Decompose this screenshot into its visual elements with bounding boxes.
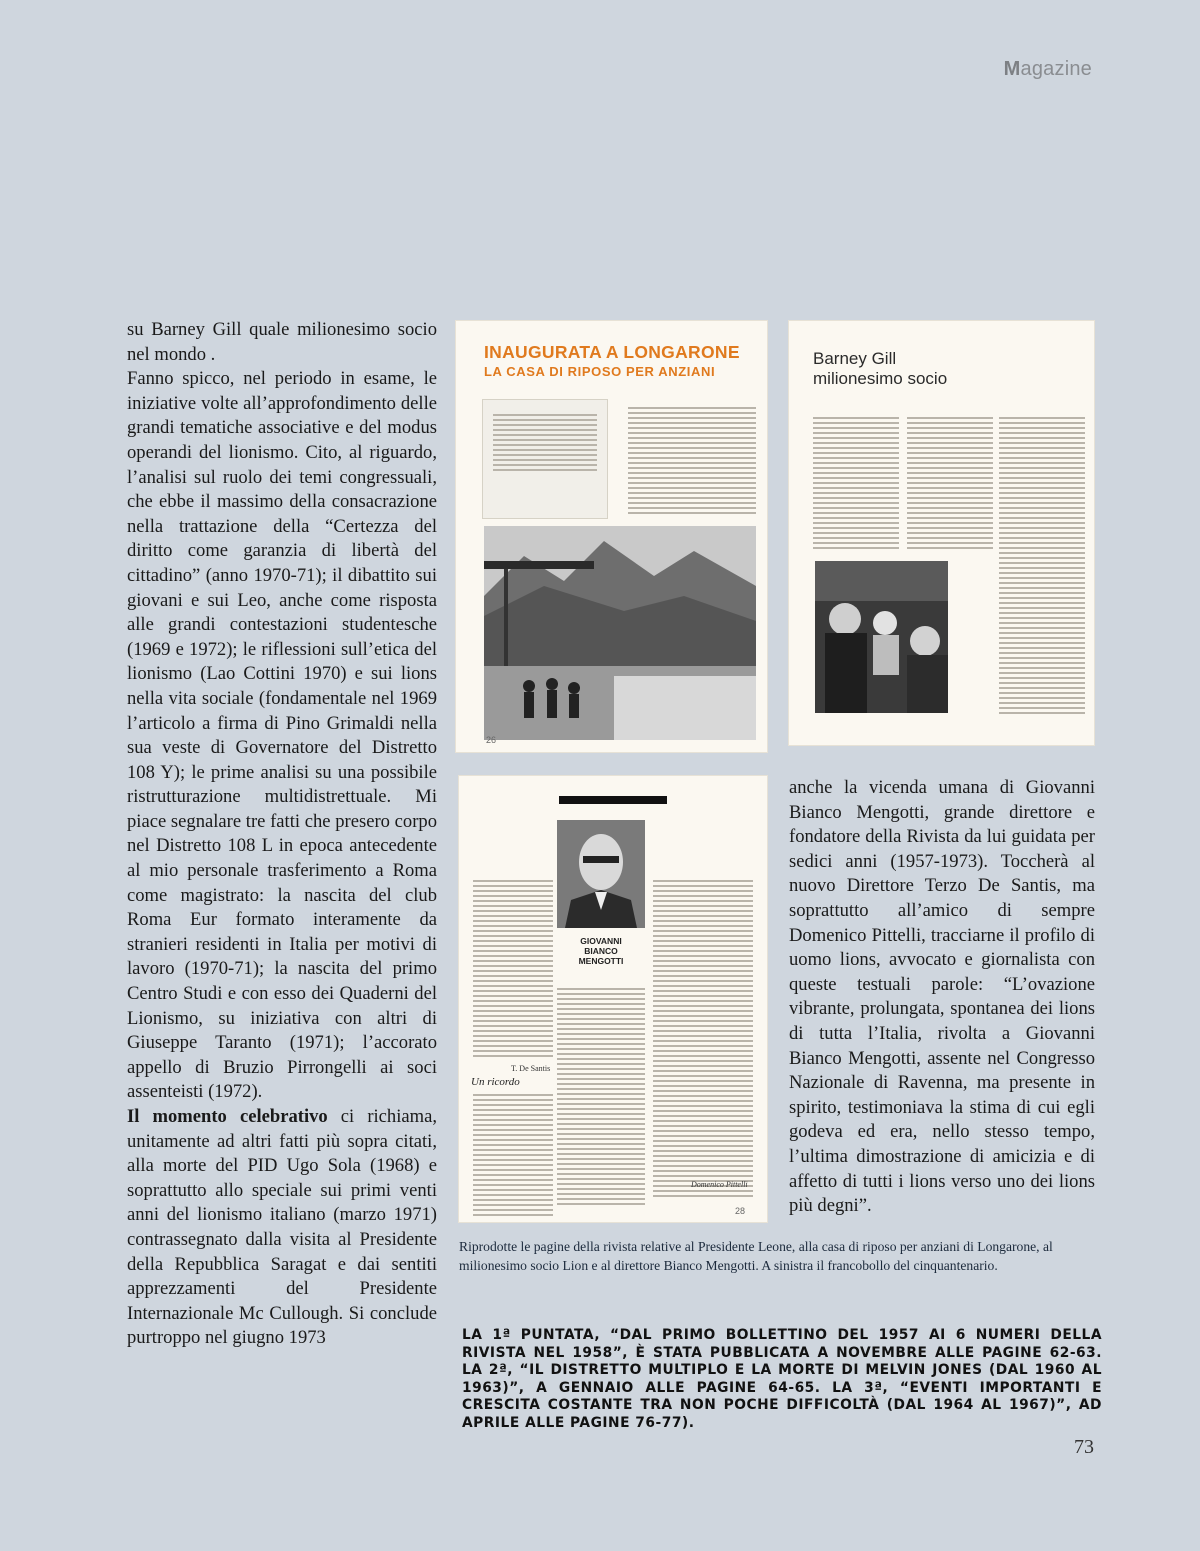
paragraph-intro: su Barney Gill quale milionesimo socio nel mondo . <box>127 319 437 365</box>
right-text-column <box>789 776 1095 1219</box>
paragraph-mengotti: anche la vicenda umana di Giovanni Bianco Mengotti, grande direttore e fondatore della Rivista da lui guidata per sedici anni (1957-1973). Toccherà al nuovo Direttore Terzo De Santis, ma soprattutto all’amico di sempre Domenico Pittelli, tracciarne il profilo di uomo lions, avvocato e giornalista con queste testuali parole: “L’ovazione vibrante, prolungata, spontanea dei lions di tutta l’Italia, rivolta a Giovanni Bianco Mengotti, assente nel Congresso Nazionale di Ravenna, ma presente in spirito, testimoniava la stima di cui egli godeva ed era, nello stesso tempo, l’ultima dimostrazione di amicizia e di affetto di tutti i lions verso uno dei lions più degni”. <box>789 777 1095 1217</box>
mengotti-name <box>557 936 645 966</box>
mengotti-text-left-bottom <box>473 1094 553 1219</box>
barney-family-photo <box>815 561 948 713</box>
mengotti-portrait-photo <box>557 820 645 928</box>
section-label <box>1004 58 1092 81</box>
mengotti-name-line3: MENGOTTI <box>578 956 624 966</box>
scan-mengotti-page <box>459 776 767 1222</box>
longarone-article-text <box>628 407 756 517</box>
mengotti-page-number: 28 <box>735 1206 746 1216</box>
left-text-column <box>127 318 437 1351</box>
celebration-lead: Il momento celebrativo <box>127 1106 328 1127</box>
series-notice: LA 1ª PUNTATA, “DAL PRIMO BOLLETTINO DEL 1957 AI 6 NUMERI DELLA RIVISTA NEL 1958”, È STATA PUBBLICATA A NOVEMBRE ALLE PAGINE 62-63. LA 2ª, “IL DISTRETTO MULTIPLO E LA MORTE DI MELVIN JONES (DAL 1960 AL 1963)”, A GENNAIO ALLE PAGINE 64-65. LA 3ª, “EVENTI IMPORTANTI E CRESCITA COSTANTE TRA NON POCHE DIFFICOLTÀ (DAL 1964 AL 1967)”, AD APRILE ALLE PAGINE 76-77). <box>462 1327 1102 1431</box>
barney-title: Barney Gill <box>813 349 897 368</box>
page-number: 73 <box>1074 1436 1094 1458</box>
mengotti-text-right <box>653 880 753 1200</box>
mengotti-signature-desantis: T. De Santis <box>511 1064 551 1073</box>
section-label-initial: M <box>1003 58 1021 80</box>
paragraph-themes: Fanno spicco, nel periodo in esame, le iniziative volte all’approfondimento delle grandi tematiche associative e del modus operandi del lionismo. Cito, al riguardo, l’analisi sul ruolo dei temi congressuali, che ebbe il massimo della consacrazione nella trattazione della “Certezza del diritto come garanzia di libertà del cittadino” (anno 1970-71); il dibattito sui giovani e sui Leo, anche come risposta alle grandi contestazioni studentesche (1969 e 1972); le riflessioni sull’etica del lionismo (Lao Cottini 1970) e sui lions nella vita sociale (fondamentale nel 1969 l’articolo a firma di Pino Grimaldi nella sua veste di Governatore del Distretto 108 Y); le prime analisi su una possibile ristrutturazione multidistrettuale. Mi piace segnalare tre fatti che presero corpo nel Distretto 108 L in epoca antecedente al mio personale trasferimento a Roma come magistrato: la nascita del club Roma Eur formato interamente da stranieri residenti in Italia per motivi di lavoro (1970-71); la nascita del primo Centro Studi e con esso dei Quaderni del Lionismo, su iniziativa con altri di Giuseppe Taranto (1971); l’accorato appello di Bruzio Pirrongelli ai soci assenteisti (1972). <box>127 368 437 1103</box>
barney-subtitle: milionesimo socio <box>813 369 948 388</box>
barney-article-text-col2 <box>907 417 993 552</box>
mengotti-section-title: Un ricordo <box>471 1076 520 1088</box>
scan-barney-gill-page <box>789 321 1094 745</box>
mengotti-name-line1: GIOVANNI <box>580 936 622 946</box>
mengotti-name-line2: BIANCO <box>584 946 618 956</box>
mengotti-top-rule <box>559 796 667 804</box>
longarone-headline <box>484 343 764 381</box>
paragraph-celebration <box>127 1105 437 1351</box>
longarone-plaque-image <box>482 399 608 519</box>
celebration-body: ci richiama, unitamente ad altri fatti più sopra citati, alla morte del PID Ugo Sola (1968) e soprattutto allo speciale sui primi venti anni del lionismo italiano (marzo 1971) contrassegnato dalla visita al Presidente della Repubblica Saragat e dai sentiti apprezzamenti del Presidente Internazionale Mc Cullough. Si conclude purtroppo nel giugno 1973 <box>127 1106 438 1349</box>
mengotti-text-left-top <box>473 880 553 1060</box>
longarone-subtitle: LA CASA DI RIPOSO PER ANZIANI <box>484 364 716 379</box>
scan-longarone-page <box>456 321 767 752</box>
longarone-building-photo <box>484 526 756 740</box>
barney-article-text-col3 <box>999 417 1085 717</box>
section-label-rest: agazine <box>1020 58 1092 80</box>
image-caption: Riprodotte le pagine della rivista relative al Presidente Leone, alla casa di riposo per anziani di Longarone, al milionesimo socio Lion e al direttore Bianco Mengotti. A sinistra il francobollo del cinquantenario. <box>459 1239 1053 1273</box>
longarone-title: INAUGURATA A LONGARONE <box>484 342 740 362</box>
barney-article-text-col1 <box>813 417 899 552</box>
barney-headline <box>813 349 947 389</box>
mengotti-signature-pittelli: Domenico Pittelli <box>691 1180 748 1189</box>
longarone-page-number: 26 <box>486 735 497 745</box>
mengotti-text-mid <box>557 988 645 1208</box>
